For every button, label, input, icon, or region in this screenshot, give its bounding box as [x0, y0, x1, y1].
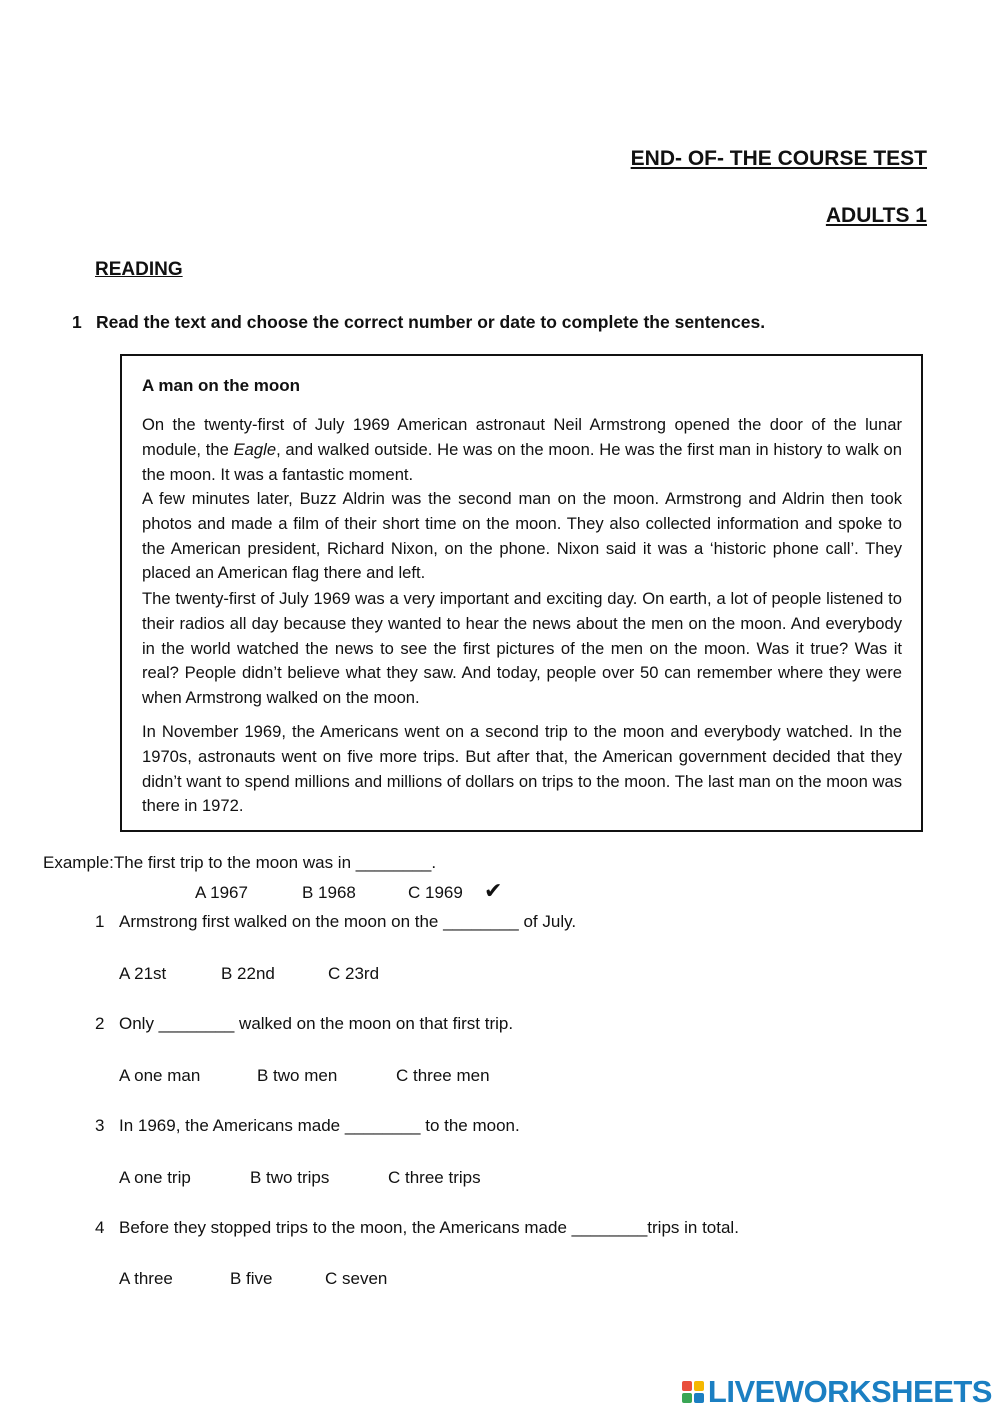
section-heading: READING — [95, 259, 183, 280]
question-3-option-a[interactable]: A one trip — [119, 1168, 191, 1187]
question-2-option-c[interactable]: C three men — [396, 1066, 490, 1085]
paragraph-1-start: On the twenty-first of July 1969 American astronaut Neil Armstrong opened the door of the lunar module, the — [142, 415, 902, 459]
question-1-option-b[interactable]: B 22nd — [221, 964, 275, 983]
question-1-text: Armstrong first walked on the moon on the ________ of July. — [119, 912, 577, 931]
question-3-options — [119, 1168, 481, 1188]
task-instruction — [72, 312, 765, 333]
question-4-option-a[interactable]: A three — [119, 1269, 173, 1288]
question-4-text: Before they stopped trips to the moon, the Americans made ________trips in total. — [119, 1218, 739, 1237]
question-1 — [95, 912, 576, 932]
paragraph-1-end: , and walked outside. He was on the moon. He was the first man in history to walk on the moon. It was a fantastic moment. — [142, 439, 903, 484]
question-1-options — [119, 964, 379, 984]
question-4-options — [119, 1269, 387, 1289]
liveworksheets-logo[interactable] — [682, 1374, 992, 1410]
paragraph-1 — [142, 413, 902, 487]
task-text: Read the text and choose the correct number or date to complete the sentences. — [96, 312, 766, 332]
question-3-option-b[interactable]: B two trips — [250, 1168, 330, 1187]
question-2 — [95, 1014, 513, 1034]
question-2-option-b[interactable]: B two men — [257, 1066, 338, 1085]
level-title: ADULTS 1 — [825, 204, 927, 227]
paragraph-2: A few minutes later, Buzz Aldrin was the second man on the moon. Armstrong and Aldrin then took photos and made a film of their short time on the moon. They also collected information and spoke to the American president, Richard Nixon, on the phone. Nixon said it was a ‘historic phone call’. They placed an American flag there and left. — [142, 489, 902, 583]
test-title: END- OF- THE COURSE TEST — [630, 147, 927, 170]
paragraph-3: The twenty-first of July 1969 was a very important and exciting day. On earth, a lot of people listened to their radios all day because they wanted to hear the news about the men on the moon. And everybody in the world watched the news to see the first pictures of the men on the moon. Was it true? Was it real? People didn’t believe what they saw. And today, people over 50 can remember where they were when Armstrong walked on the moon. — [142, 589, 902, 708]
question-1-number: 1 — [95, 912, 105, 931]
logo-mark-icon — [682, 1381, 704, 1403]
question-4-option-b[interactable]: B five — [230, 1269, 273, 1288]
question-3-number: 3 — [95, 1116, 105, 1135]
question-1-option-a[interactable]: A 21st — [119, 964, 167, 983]
question-3-text: In 1969, the Americans made ________ to the moon. — [119, 1116, 520, 1135]
question-3 — [95, 1116, 520, 1136]
question-2-text: Only ________ walked on the moon on that first trip. — [119, 1014, 514, 1033]
example-option-a: A 1967 — [195, 883, 248, 902]
paragraph-4: In November 1969, the Americans went on a second trip to the moon and everybody watched. In the 1970s, astronauts went on five more trips. But after that, the American government decided that they didn’t want to spend millions and millions of dollars on trips to the moon. The last man on the moon was there in 1972. — [142, 722, 902, 816]
question-4-option-c[interactable]: C seven — [325, 1269, 388, 1288]
task-number: 1 — [72, 312, 82, 332]
checkmark-icon: ✔ — [484, 878, 503, 903]
example-option-c: C 1969 — [408, 883, 463, 902]
question-2-option-a[interactable]: A one man — [119, 1066, 201, 1085]
example-sentence: The first trip to the moon was in ________. — [113, 853, 437, 872]
example-line — [43, 853, 436, 873]
reading-title: A man on the moon — [142, 376, 301, 395]
question-4-number: 4 — [95, 1218, 105, 1237]
logo-text: LIVEWORKSHEETS — [707, 1374, 992, 1409]
module-name: Eagle — [233, 439, 277, 459]
example-options — [195, 878, 502, 904]
question-1-option-c[interactable]: C 23rd — [328, 964, 380, 983]
question-4 — [95, 1218, 739, 1238]
question-3-option-c[interactable]: C three trips — [388, 1168, 481, 1187]
question-2-number: 2 — [95, 1014, 105, 1033]
question-2-options — [119, 1066, 490, 1086]
example-label: Example: — [43, 853, 114, 872]
example-option-b: B 1968 — [302, 883, 356, 902]
